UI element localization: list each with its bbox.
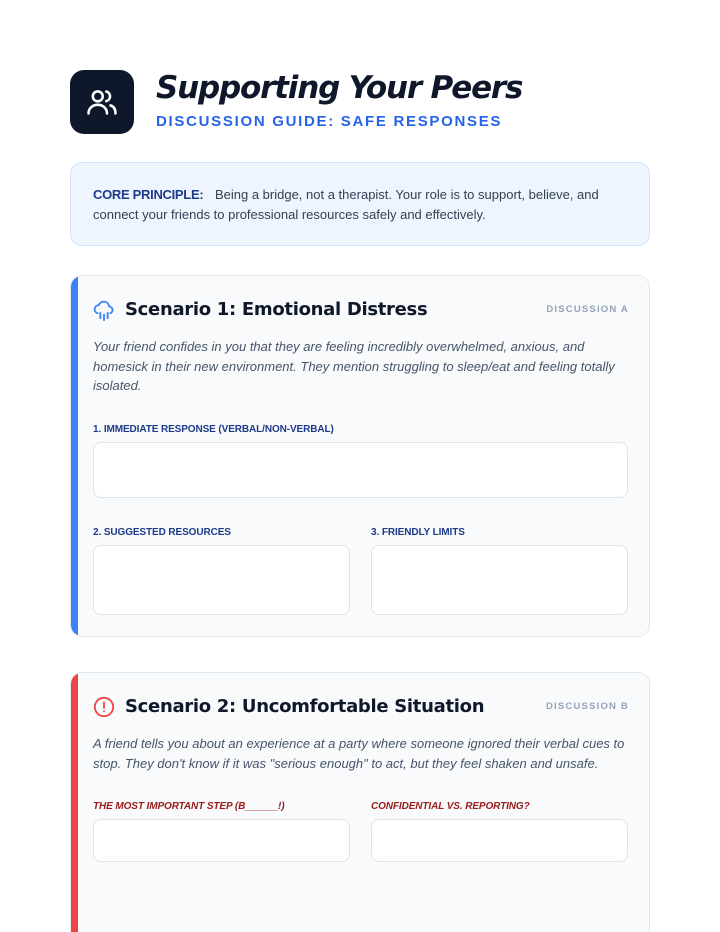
discussion-tag: DISCUSSION A	[546, 304, 629, 315]
confidential-vs-reporting-field[interactable]	[371, 819, 628, 862]
scenario-title: Scenario 1: Emotional Distress	[125, 299, 428, 320]
immediate-response-label: 1. IMMEDIATE RESPONSE (VERBAL/NON-VERBAL)	[93, 424, 334, 435]
scenario-description: A friend tells you about an experience at a party where someone ignored their verbal cues to stop. They don't know if it was "serious enough" to act, but they feel shaken and unsafe.	[93, 736, 625, 771]
scenario-card-2	[70, 672, 650, 932]
users-icon	[70, 70, 134, 134]
page-header	[70, 70, 650, 136]
suggested-resources-label: 2. SUGGESTED RESOURCES	[93, 527, 231, 538]
most-important-step-label: THE MOST IMPORTANT STEP (B______!)	[93, 801, 285, 812]
suggested-resources-field[interactable]	[93, 545, 350, 615]
scenario-description: Your friend confides in you that they are feeling incredibly overwhelmed, anxious, and homesick in their new environment. They mention struggling to sleep/eat and feeling totally isolated.	[93, 339, 615, 393]
friendly-limits-field[interactable]	[371, 545, 628, 615]
alert-circle-icon	[93, 696, 115, 718]
accent-bar	[71, 673, 78, 932]
confidential-vs-reporting-label: CONFIDENTIAL VS. REPORTING?	[371, 801, 530, 812]
core-principle-text: Being a bridge, not a therapist. Your role is to support, believe, and connect your friends to professional resources safely and effectively.	[93, 187, 599, 222]
scenario-title: Scenario 2: Uncomfortable Situation	[125, 696, 485, 717]
scenario-card-1	[70, 275, 650, 637]
page-subtitle: DISCUSSION GUIDE: SAFE RESPONSES	[156, 113, 503, 130]
friendly-limits-label: 3. FRIENDLY LIMITS	[371, 527, 465, 538]
core-principle-callout	[70, 162, 650, 246]
cloud-rain-icon	[93, 299, 115, 321]
core-principle-label: CORE PRINCIPLE:	[93, 187, 204, 202]
accent-bar	[71, 276, 78, 636]
immediate-response-field[interactable]	[93, 442, 628, 498]
scenario-header	[93, 695, 629, 719]
page-title: Supporting Your Peers	[156, 70, 523, 106]
most-important-step-field[interactable]	[93, 819, 350, 862]
scenario-header	[93, 298, 629, 322]
discussion-tag: DISCUSSION B	[545, 701, 629, 712]
